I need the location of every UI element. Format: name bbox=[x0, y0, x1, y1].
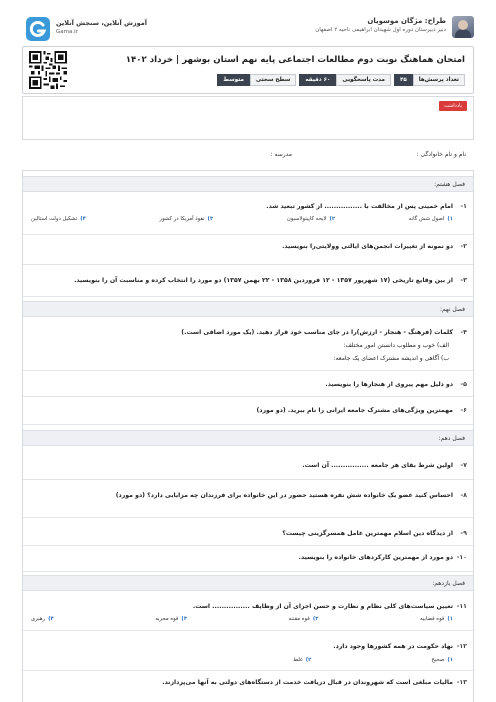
question-number: ۸- bbox=[460, 492, 467, 499]
question-number: ۱۰- bbox=[456, 554, 467, 561]
brand-slogan: آموزش آنلاین، سنجش آنلاین bbox=[56, 19, 148, 27]
meta-label: مدت پاسخگویی bbox=[336, 74, 391, 86]
answer-options bbox=[31, 616, 453, 622]
question-text: مهمترین ویژگی‌های مشترک جامعه ایرانی را نام ببرید. (دو مورد) bbox=[256, 407, 453, 414]
question-text: دو نمونه از تغییرات انجمن‌های ایالتی وولایتی‌را بنویسید. bbox=[282, 243, 453, 250]
option-text: قوه مقننه bbox=[288, 616, 310, 622]
option-1[interactable] bbox=[420, 616, 453, 622]
meta-value: متوسط bbox=[217, 74, 250, 86]
question-number: ۳- bbox=[460, 277, 467, 284]
question-text: از دیدگاه دین اسلام مهمترین عامل همسرگزینی چیست؟ bbox=[282, 530, 453, 537]
question-text: مالیات مبلغی است که شهروندان در قبال دریافت خدمت از دستگاه‌های دولتی به آنها می‌پردازند. bbox=[162, 679, 453, 686]
question-8 bbox=[23, 480, 473, 518]
option-text: لایحه کاپیتولاسیون bbox=[286, 216, 327, 222]
question-text: احساس کنید عضو یک خانواده شش نفره هستید حضور در این خانواده برای فرزندان چه مزایایی دارد؟ (دو مورد) bbox=[115, 492, 453, 499]
section-title: فصل یازدهم: bbox=[432, 580, 465, 587]
option-2[interactable] bbox=[293, 657, 311, 663]
author-name: طراح: مژگان موسویان bbox=[367, 17, 446, 25]
question-text: از بین وقایع تاریخی (۱۷ شهریور ۱۳۵۷ - ۱۲ فروردین ۱۳۵۸ - ۲۲ بهمن ۱۳۵۷) دو مورد را انتخاب کرده و مناسبت آن را بنویسید. bbox=[74, 277, 453, 284]
option-text: قوه مجریه bbox=[155, 616, 179, 622]
option-number: ۲) bbox=[305, 657, 312, 663]
section-header bbox=[23, 176, 473, 192]
answer-options bbox=[31, 216, 453, 222]
meta-label: سطح سختی bbox=[250, 74, 296, 86]
section-title: فصل هشتم: bbox=[434, 181, 465, 188]
question-3 bbox=[23, 265, 473, 297]
author-avatar bbox=[452, 16, 474, 38]
meta-value: ۶۰ دقیقه bbox=[299, 74, 336, 86]
option-3[interactable] bbox=[160, 216, 214, 222]
question-4 bbox=[23, 321, 473, 371]
question-10 bbox=[23, 546, 473, 572]
question-13 bbox=[23, 671, 473, 702]
question-number: ۱۳- bbox=[456, 679, 467, 686]
brand-url[interactable]: Gama.ir bbox=[56, 29, 78, 35]
question-number: ۴- bbox=[460, 329, 467, 336]
option-text: اصول شش گانه bbox=[408, 216, 445, 222]
school-label: مدرسه : bbox=[270, 151, 292, 158]
option-4[interactable] bbox=[31, 216, 86, 222]
question-9 bbox=[23, 518, 473, 546]
question-number: ۶- bbox=[460, 407, 467, 414]
page-header bbox=[22, 14, 474, 94]
brand[interactable] bbox=[22, 16, 148, 40]
option-number: ۲) bbox=[312, 616, 319, 622]
section-header bbox=[23, 301, 473, 317]
question-number: ۲- bbox=[460, 243, 467, 250]
question-number: ۱۱- bbox=[456, 603, 467, 610]
question-11 bbox=[23, 595, 473, 631]
notes-tag: یادداشت bbox=[439, 101, 467, 111]
student-name-label: نام و نام خانوادگی : bbox=[416, 151, 466, 158]
question-12 bbox=[23, 631, 473, 671]
question-text: دو مورد از مهمترین کارکردهای خانواده را بنویسید. bbox=[298, 554, 453, 561]
question-sheet bbox=[22, 170, 474, 702]
option-number: ۱) bbox=[447, 216, 453, 222]
option-2[interactable] bbox=[287, 216, 335, 222]
question-sub-item: ب) آگاهی و اندیشه مشترک اعضای یک جامعه: bbox=[333, 355, 449, 362]
question-6 bbox=[23, 397, 473, 425]
question-number: ۹- bbox=[460, 530, 467, 537]
question-text: دو دلیل مهم پیروی از هنجارها را بنویسید. bbox=[325, 381, 453, 388]
question-number: ۵- bbox=[460, 381, 467, 388]
option-number: ۳) bbox=[207, 216, 214, 222]
meta-question-count bbox=[394, 74, 465, 86]
option-number: ۱) bbox=[447, 657, 453, 663]
question-text: نهاد حکومت در همه کشورها وجود دارد. bbox=[333, 643, 453, 650]
meta-duration bbox=[299, 74, 391, 86]
qr-code-icon bbox=[29, 51, 67, 89]
section-title: فصل نهم: bbox=[440, 306, 465, 313]
option-text: صحیح bbox=[431, 657, 445, 663]
author-role: دبیر دبیرستان دوره اول شهیدان ابراهیمی ناحیه ۲ اصفهان bbox=[315, 27, 446, 33]
option-number: ۳) bbox=[181, 616, 188, 622]
option-number: ۴) bbox=[48, 616, 54, 622]
option-number: ۲) bbox=[329, 216, 336, 222]
notes-box[interactable] bbox=[22, 96, 474, 140]
section-header bbox=[23, 430, 473, 446]
option-text: قوه قضاییه bbox=[419, 616, 445, 622]
question-7 bbox=[23, 450, 473, 480]
exam-meta bbox=[217, 74, 465, 86]
question-number: ۱- bbox=[460, 203, 467, 210]
question-text: تعیین سیاست‌های کلی نظام و نظارت و حسن اجرای آن از وظایف ................ است. bbox=[192, 603, 453, 610]
section-title: فصل دهم: bbox=[438, 435, 465, 442]
student-info-row bbox=[22, 150, 474, 162]
question-2 bbox=[23, 235, 473, 265]
question-text: کلمات (فرهنگ - هنجار - ارزش)را در جای مناسب خود قرار دهید. (یک مورد اضافی است.) bbox=[181, 329, 453, 336]
question-number: ۷- bbox=[460, 462, 467, 469]
question-1 bbox=[23, 197, 473, 235]
option-text: تشکیل دولت استالین bbox=[31, 216, 78, 222]
answer-options bbox=[31, 657, 453, 663]
section-header bbox=[23, 575, 473, 591]
meta-label: تعداد پرسش‌ها bbox=[413, 74, 465, 86]
question-text: اولین شرط بقای هر جامعه ................ آن است. bbox=[302, 462, 453, 469]
exam-title: امتحان هماهنگ نوبت دوم مطالعات اجتماعی پایه نهم استان بوشهر | خرداد ۱۴۰۲ bbox=[125, 55, 465, 65]
question-text: امام خمینی پس از مخالفت با ................ از کشور تبعید شد. bbox=[266, 203, 453, 210]
option-text: غلط bbox=[293, 657, 303, 663]
option-4[interactable] bbox=[31, 616, 54, 622]
option-number: ۱) bbox=[447, 616, 453, 622]
meta-value: ۴۵ bbox=[394, 74, 413, 86]
question-sub-item: الف) خوب و مطلوب دانستن امور مختلف: bbox=[343, 342, 449, 349]
option-1[interactable] bbox=[409, 216, 453, 222]
option-text: نفوذ آمریکا در کشور bbox=[159, 216, 205, 222]
exam-info-box bbox=[22, 46, 474, 94]
meta-difficulty bbox=[217, 74, 296, 86]
option-2[interactable] bbox=[289, 616, 319, 622]
option-1[interactable] bbox=[431, 657, 453, 663]
option-3[interactable] bbox=[155, 616, 187, 622]
question-number: ۱۲- bbox=[456, 643, 467, 650]
question-5 bbox=[23, 371, 473, 397]
option-number: ۴) bbox=[80, 216, 86, 222]
option-text: رهبری bbox=[31, 616, 46, 622]
gama-logo-icon bbox=[26, 17, 50, 41]
